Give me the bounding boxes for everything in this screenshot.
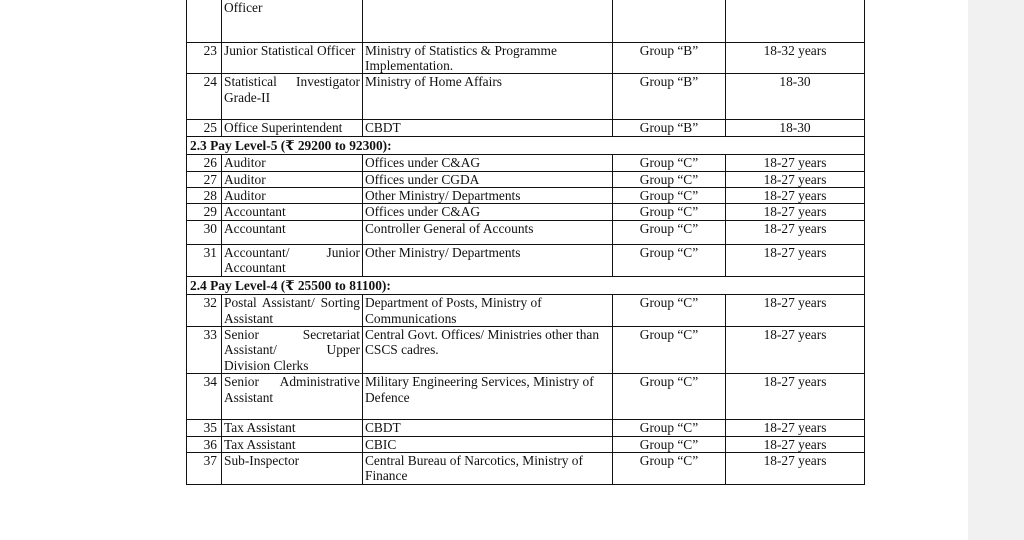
- posts-table: [186, 0, 865, 485]
- table-row: [187, 326, 865, 373]
- post-name: Officer: [222, 0, 363, 42]
- group-class: Group “C”: [613, 244, 726, 276]
- age-limit: 18-30: [726, 74, 865, 120]
- table-row: [187, 374, 865, 420]
- ministry-name: Other Ministry/ Departments: [363, 244, 613, 276]
- row-number: 24: [187, 74, 222, 120]
- post-name: Tax Assistant: [222, 436, 363, 452]
- post-name: Statistical Investigator Grade-II: [222, 74, 363, 120]
- ministry-name: Central Govt. Offices/ Ministries other than CSCS cadres.: [363, 326, 613, 373]
- post-name: Senior Secretariat Assistant/ Upper Division Clerks: [222, 326, 363, 373]
- post-name: Accountant: [222, 220, 363, 244]
- age-limit: 18-27 years: [726, 326, 865, 373]
- group-class: Group “B”: [613, 120, 726, 136]
- table-row: [187, 171, 865, 187]
- post-name: Accountant/ Junior Accountant: [222, 244, 363, 276]
- ministry-name: Offices under C&AG: [363, 155, 613, 171]
- table-row: [187, 244, 865, 276]
- group-class: Group “B”: [613, 42, 726, 74]
- ministry-name: CBDT: [363, 120, 613, 136]
- post-name: Sub-Inspector: [222, 453, 363, 485]
- age-limit: 18-27 years: [726, 155, 865, 171]
- post-name: Auditor: [222, 155, 363, 171]
- ministry-name: Other Ministry/ Departments: [363, 187, 613, 203]
- age-limit: 18-27 years: [726, 420, 865, 436]
- table-row: [187, 204, 865, 220]
- table-row: [187, 0, 865, 42]
- group-class: Group “C”: [613, 220, 726, 244]
- group-class: Group “C”: [613, 436, 726, 452]
- table-row: [187, 220, 865, 244]
- post-name: Tax Assistant: [222, 420, 363, 436]
- row-number: 35: [187, 420, 222, 436]
- group-class: Group “C”: [613, 295, 726, 327]
- row-number: 34: [187, 374, 222, 420]
- ministry-name: Department of Posts, Ministry of Communications: [363, 295, 613, 327]
- group-class: [613, 0, 726, 42]
- age-limit: 18-27 years: [726, 171, 865, 187]
- age-limit: 18-27 years: [726, 204, 865, 220]
- table-row: [187, 436, 865, 452]
- age-limit: 18-27 years: [726, 436, 865, 452]
- group-class: Group “B”: [613, 74, 726, 120]
- row-number: 37: [187, 453, 222, 485]
- age-limit: 18-30: [726, 120, 865, 136]
- group-class: Group “C”: [613, 204, 726, 220]
- posts-table-body: [187, 0, 865, 484]
- ministry-name: CBIC: [363, 436, 613, 452]
- section-header-level-4: [187, 276, 865, 294]
- vertical-scrollbar[interactable]: [968, 0, 1024, 540]
- group-class: Group “C”: [613, 171, 726, 187]
- post-name: Postal Assistant/ Sorting Assistant: [222, 295, 363, 327]
- row-number: 30: [187, 220, 222, 244]
- table-row: [187, 74, 865, 120]
- age-limit: 18-27 years: [726, 187, 865, 203]
- group-class: Group “C”: [613, 420, 726, 436]
- age-limit: 18-27 years: [726, 220, 865, 244]
- section-header-level-5: [187, 136, 865, 154]
- age-limit: [726, 0, 865, 42]
- table-row: [187, 155, 865, 171]
- table-row: [187, 42, 865, 74]
- age-limit: 18-27 years: [726, 453, 865, 485]
- post-name: Office Superintendent: [222, 120, 363, 136]
- row-number: 26: [187, 155, 222, 171]
- ministry-name: Controller General of Accounts: [363, 220, 613, 244]
- section-heading: 2.3 Pay Level-5 (₹ 29200 to 92300):: [187, 136, 865, 154]
- ministry-name: Military Engineering Services, Ministry of Defence: [363, 374, 613, 420]
- ministry-name: CBDT: [363, 420, 613, 436]
- row-number: 23: [187, 42, 222, 74]
- row-number: [187, 0, 222, 42]
- post-name: Junior Statistical Officer: [222, 42, 363, 74]
- post-name: Accountant: [222, 204, 363, 220]
- row-number: 28: [187, 187, 222, 203]
- group-class: Group “C”: [613, 187, 726, 203]
- ministry-name: Offices under C&AG: [363, 204, 613, 220]
- post-name: Auditor: [222, 171, 363, 187]
- table-row: [187, 420, 865, 436]
- post-name: Auditor: [222, 187, 363, 203]
- row-number: 36: [187, 436, 222, 452]
- age-limit: 18-27 years: [726, 374, 865, 420]
- ministry-name: Central Bureau of Narcotics, Ministry of Finance: [363, 453, 613, 485]
- age-limit: 18-27 years: [726, 295, 865, 327]
- table-row: [187, 187, 865, 203]
- row-number: 33: [187, 326, 222, 373]
- row-number: 31: [187, 244, 222, 276]
- section-heading: 2.4 Pay Level-4 (₹ 25500 to 81100):: [187, 276, 865, 294]
- ministry-name: Ministry of Statistics & Programme Implementation.: [363, 42, 613, 74]
- document-page: [186, 0, 866, 540]
- ministry-name: Ministry of Home Affairs: [363, 74, 613, 120]
- group-class: Group “C”: [613, 155, 726, 171]
- table-row: [187, 453, 865, 485]
- age-limit: 18-32 years: [726, 42, 865, 74]
- post-name: Senior Administrative Assistant: [222, 374, 363, 420]
- row-number: 32: [187, 295, 222, 327]
- table-row: [187, 120, 865, 136]
- row-number: 25: [187, 120, 222, 136]
- ministry-name: Offices under CGDA: [363, 171, 613, 187]
- group-class: Group “C”: [613, 326, 726, 373]
- age-limit: 18-27 years: [726, 244, 865, 276]
- group-class: Group “C”: [613, 374, 726, 420]
- row-number: 27: [187, 171, 222, 187]
- row-number: 29: [187, 204, 222, 220]
- group-class: Group “C”: [613, 453, 726, 485]
- table-row: [187, 295, 865, 327]
- ministry-name: [363, 0, 613, 42]
